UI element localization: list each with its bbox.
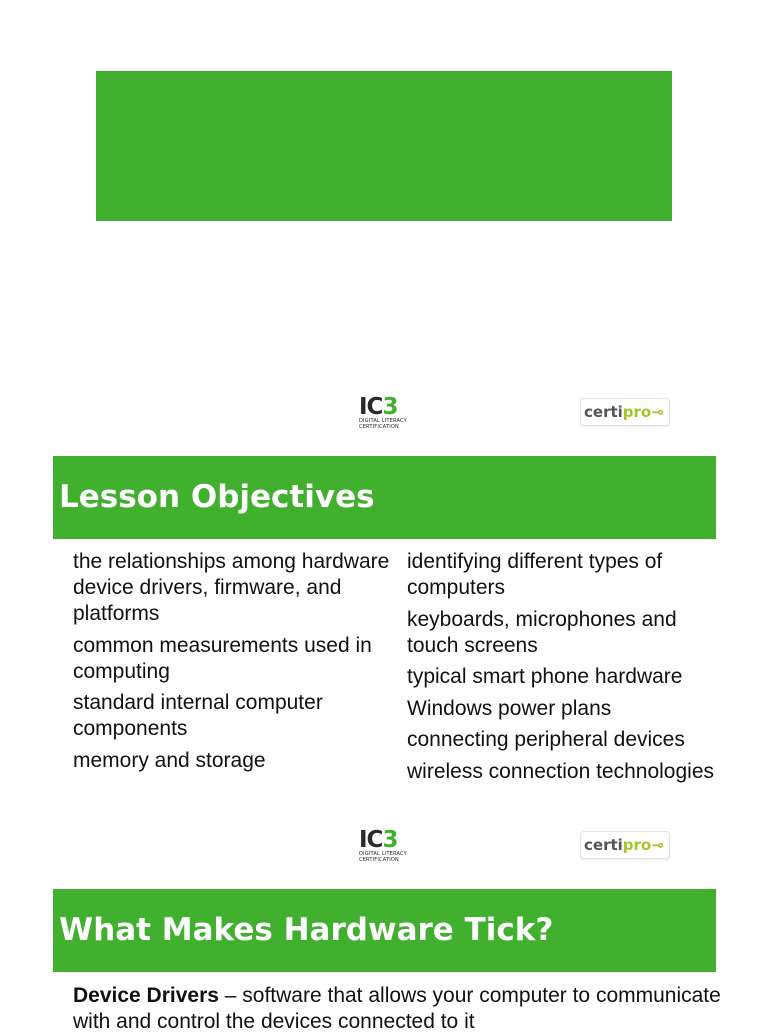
device-drivers-definition [73, 983, 723, 1035]
list-item: common measurements used in computing [73, 633, 372, 683]
hardware-tick-header [53, 889, 716, 972]
list-item: connecting peripheral devices [407, 728, 685, 751]
list-item: identifying different types of computers [407, 550, 663, 599]
certipro-logo: certipro⊸ [580, 831, 670, 859]
list-item: keyboards, microphones and touch screens [407, 607, 677, 657]
plug-icon: ⊸ [651, 403, 664, 421]
list-item: typical smart phone hardware [407, 665, 683, 688]
list-item: memory and storage [73, 748, 266, 772]
objectives-right-list [407, 549, 727, 790]
term: Device Drivers [73, 984, 219, 1007]
ic3-logo: IC3 DIGITAL LITERACY CERTIFICATION [359, 827, 407, 863]
slide-title: Lesson Objectives [59, 479, 375, 515]
list-item: Windows power plans [407, 696, 612, 720]
list-item: standard internal computer components [73, 691, 323, 740]
lesson-objectives-header [53, 456, 716, 539]
slide-title: What Makes Hardware Tick? [59, 912, 554, 948]
title-slide-banner [96, 71, 672, 221]
list-item: wireless connection technologies [407, 759, 715, 783]
definition: – software that allows your computer to communicate with and control the devices connected to it [73, 984, 721, 1033]
ic3-logo: IC3 DIGITAL LITERACY CERTIFICATION [359, 394, 407, 430]
certipro-logo: certipro⊸ [580, 398, 670, 426]
objectives-left-list [73, 549, 393, 779]
plug-icon: ⊸ [651, 836, 664, 854]
list-item: the relationships among hardware device drivers, firmware, and platforms [73, 550, 390, 625]
